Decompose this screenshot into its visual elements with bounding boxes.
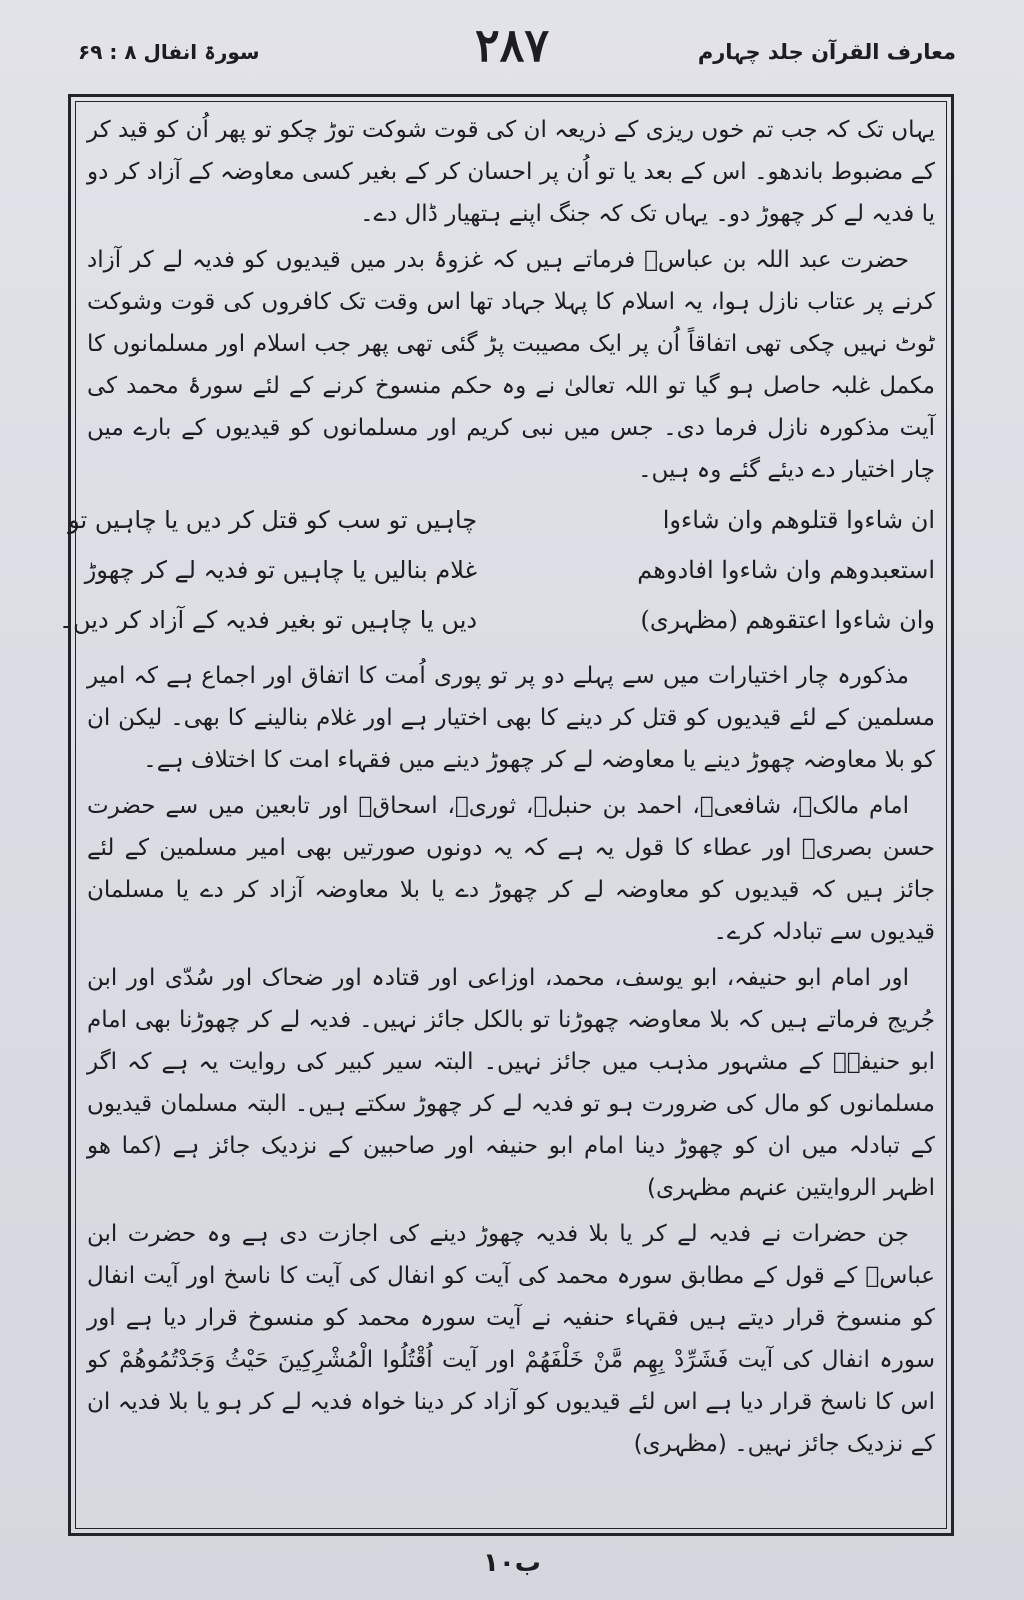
page-number: ۲۸۷ bbox=[474, 18, 550, 72]
arabic-line: ان شاءوا قتلوھم وان شاءوا bbox=[662, 506, 935, 534]
printer-signature-mark: ۱۰ب bbox=[483, 1548, 541, 1578]
paragraph: امام مالکؒ، شافعیؒ، احمد بن حنبلؒ، ثوریؒ، اسحاقؒ اور تابعین میں سے حضرت حسن بصریؒ اور عطاء کا قول یہ ہے کہ یہ دونوں صورتیں بھی امیر مسلمین کے لئے جائز ہیں کہ قیدیوں کو معاوضہ لے کر چھوڑ دے یا بلا معاوضہ آزاد کر دے یا مسلمان قیدیوں سے تبادلہ کرے۔ bbox=[87, 793, 935, 945]
paragraph: اور امام ابو حنیفہ، ابو یوسف، محمد، اوزاعی اور قتادہ اور ضحاک اور سُدّی اور ابن جُریج فرماتے ہیں کہ بلا معاوضہ چھوڑنا تو بالکل جائز نہیں۔ فدیہ لے کر چھوڑنا بھی امام ابو حنیفہؒ کے مشہور مذہب میں جائز نہیں۔ البتہ سیر کبیر کی روایت یہ ہے کہ اگر مسلمانوں کو مال کی ضرورت ہو تو فدیہ لے کر چھوڑ سکتے ہیں۔ البتہ مسلمان قیدیوں کے تبادلہ میں ان کو چھوڑ دینا امام ابو حنیفہ اور صاحبین کے نزدیک جائز ہے (کما ھو اظہر الروایتین عنہم مظہری) bbox=[87, 965, 935, 1201]
page-header bbox=[60, 18, 964, 78]
translation-line: دیں یا چاہیں تو بغیر فدیہ کے آزاد کر دیں۔ bbox=[58, 606, 478, 634]
translation-line: غلام بنالیں یا چاہیں تو فدیہ لے کر چھوڑ bbox=[84, 556, 478, 584]
quoted-narration-block bbox=[58, 495, 935, 645]
translation-line: چاہیں تو سب کو قتل کر دیں یا چاہیں تو bbox=[68, 506, 478, 534]
arabic-line: وان شاءوا اعتقوھم (مظہری) bbox=[640, 606, 935, 634]
arabic-narration bbox=[545, 495, 935, 645]
paragraph: جن حضرات نے فدیہ لے کر یا بلا فدیہ چھوڑ دینے کی اجازت دی ہے وہ حضرت ابن عباسؓ کے قول کے مطابق سورہ محمد کی آیت کو انفال کی آیت کا ناسخ اور آیت انفال کو منسوخ قرار دیتے ہیں فقہاء حنفیہ نے آیت سورہ محمد کو منسوخ قرار دیا ہے اور سورہ انفال کی آیت فَشَرِّدْ بِهِم مَّنْ خَلْفَهُمْ اور آیت اُقْتُلُوا الْمُشْرِكِينَ حَيْثُ وَجَدْتُمُوهُمْ کو اس کا ناسخ قرار دیا ہے اس لئے قیدیوں کو آزاد کر دینا خواہ فدیہ لے کر ہو یا بلا فدیہ ان کے نزدیک جائز نہیں۔ (مظہری) bbox=[87, 1221, 935, 1457]
paragraph: یہاں تک کہ جب تم خوں ریزی کے ذریعہ ان کی قوت شوکت توڑ چکو تو پھر اُن کو قید کر کے مضبوط باندھو۔ اس کے بعد یا تو اُن پر احسان کر کے بغیر کسی معاوضہ کے آزاد کر دو یا فدیہ لے کر چھوڑ دو۔ یہاں تک کہ جنگ اپنے ہتھیار ڈال دے۔ bbox=[87, 117, 935, 227]
book-title: معارف القرآن جلد چہارم bbox=[697, 40, 956, 64]
text-frame bbox=[58, 94, 954, 1536]
page-content bbox=[58, 109, 935, 1521]
urdu-translation bbox=[58, 495, 478, 645]
paragraph: مذکورہ چار اختیارات میں سے پہلے دو پر تو پوری اُمت کا اتفاق اور اجماع ہے کہ امیر مسلمین کے لئے قیدیوں کو قتل کر دینے کا بھی اختیار ہے اور غلام بنالینے کا بھی۔ لیکن ان کو بلا معاوضہ چھوڑ دینے یا معاوضہ لے کر چھوڑ دینے میں فقہاء امت کا اختلاف ہے۔ bbox=[87, 663, 935, 773]
arabic-line: استعبدوھم وان شاءوا افادوھم bbox=[637, 556, 935, 584]
paragraph: حضرت عبد اللہ بن عباسؓ فرماتے ہیں کہ غزوۂ بدر میں قیدیوں کو فدیہ لے کر آزاد کرنے پر عتاب نازل ہوا، یہ اسلام کا پہلا جہاد تھا اس وقت تک کافروں کی قوت وشوکت ٹوٹ نہیں چکی تھی اتفاقاً اُن پر ایک مصیبت پڑ گئی تھی پھر جب اسلام اور مسلمانوں کا مکمل غلبہ حاصل ہو گیا تو اللہ تعالیٰ نے وہ حکم منسوخ کرنے کے لئے سورۂ محمد کی آیت مذکورہ نازل فرما دی۔ جس میں نبی کریم اور مسلمانوں کو قیدیوں کے بارے میں چار اختیار دے دیئے گئے وہ ہیں۔ bbox=[87, 247, 935, 483]
surah-reference: سورۃ انفال ۸ : ۶۹ bbox=[78, 40, 260, 64]
